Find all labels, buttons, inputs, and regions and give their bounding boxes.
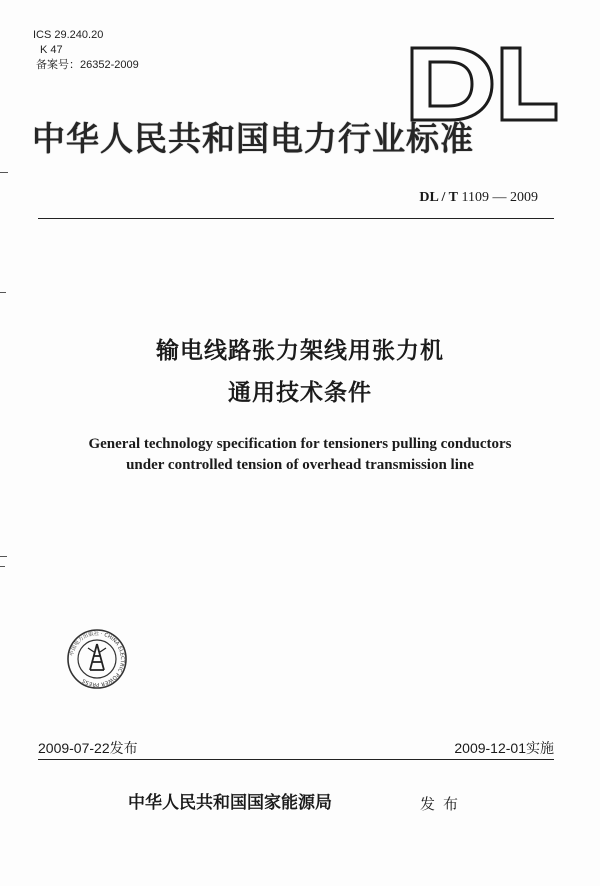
dl-logo-icon [404, 38, 564, 128]
title-en-line1: General technology specification for tensioners pulling conductors [88, 436, 512, 452]
standard-code [419, 189, 538, 207]
record-number: 备案号：26352-2009 [36, 59, 139, 71]
publish-label: 发布 [420, 795, 467, 813]
implementation-date: 2009-12-01实施 [454, 740, 554, 756]
header-divider [38, 218, 554, 219]
china-electric-power-press-seal-icon [66, 628, 128, 690]
title-cn-line1: 输电线路张力架线用张力机 [156, 338, 444, 364]
issue-date: 2009-07-22发布 [38, 740, 138, 756]
ics-code: ICS 29.240.20 [33, 29, 104, 41]
standard-series-title: 中华人民共和国电力行业标准 [32, 119, 474, 158]
footer-divider [38, 759, 554, 760]
standard-code-number: 1109 — 2009 [461, 190, 538, 205]
scan-edge-mark [0, 556, 7, 557]
category-code: K 47 [40, 44, 63, 56]
standard-code-prefix: DL / T [419, 190, 459, 205]
svg-text:中国电力出版社 · CHINA ELECTRIC POWER: 中国电力出版社 · CHINA ELECTRIC POWER PRESS [69, 630, 126, 688]
issuing-authority: 中华人民共和国国家能源局 [128, 793, 332, 813]
title-en-line2: under controlled tension of overhead transmission line [126, 457, 474, 473]
scan-edge-mark [0, 566, 5, 567]
title-cn-line2: 通用技术条件 [228, 380, 372, 406]
scan-edge-mark [0, 172, 8, 173]
scan-edge-mark [0, 292, 6, 293]
